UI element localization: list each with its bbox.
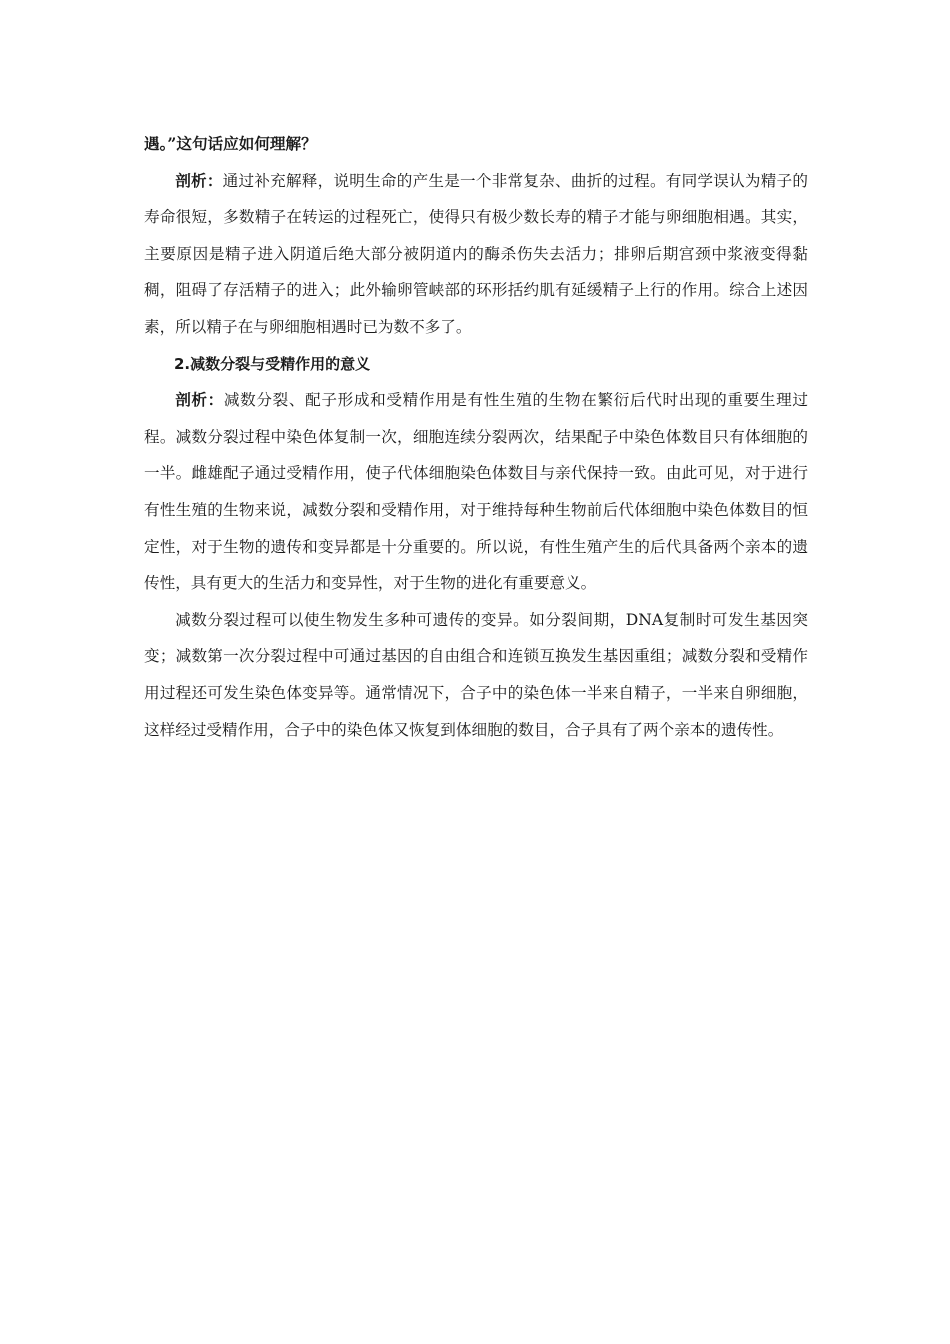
analysis-label-2: 剖析：: [175, 390, 224, 410]
analysis-text-2: 减数分裂、配子形成和受精作用是有性生殖的生物在繁衍后代时出现的重要生理过程。减数分裂过程中染色体复制一次，细胞连续分裂两次，结果配子中染色体数目只有体细胞的一半。雌雄配子通过受精作用，使子代体细胞染色体数目与亲代保持一致。由此可见，对于进行有性生殖的生物来说，减数分裂和受精作用，对于维持每种生物前后代体细胞中染色体数目的恒定性，对于生物的遗传和变异都是十分重要的。所以说，有性生殖产生的后代具备两个亲本的遗传性，具有更大的生活力和变异性，对于生物的进化有重要意义。: [144, 391, 808, 593]
document-body: [144, 126, 808, 748]
section-heading-2: 2.减数分裂与受精作用的意义: [174, 354, 371, 373]
analysis-paragraph-1: [144, 163, 808, 346]
analysis-label-1: 剖析：: [175, 170, 223, 190]
paragraph-3: 减数分裂过程可以使生物发生多种可遗传的变异。如分裂间期，DNA复制时可发生基因突变；减数第一次分裂过程中可通过基因的自由组合和连锁互换发生基因重组；减数分裂和受精作用过程还可发生染色体变异等。通常情况下，合子中的染色体一半来自精子，一半来自卵细胞，这样经过受精作用，合子中的染色体又恢复到体细胞的数目，合子具有了两个亲本的遗传性。: [144, 610, 808, 739]
analysis-text-1: 通过补充解释，说明生命的产生是一个非常复杂、曲折的过程。有同学误认为精子的寿命很短，多数精子在转运的过程死亡，使得只有极少数长寿的精子才能与卵细胞相遇。其实，主要原因是精子进入阴道后绝大部分被阴道内的酶杀伤失去活力；排卵后期宫颈中浆液变得黏稠，阻碍了存活精子的进入；此外输卵管峡部的环形括约肌有延缓精子上行的作用。综合上述因素，所以精子在与卵细胞相遇时已为数不多了。: [144, 171, 808, 336]
analysis-paragraph-2: [144, 382, 808, 602]
question-tail: 遇。”这句话应如何理解？: [144, 134, 317, 153]
